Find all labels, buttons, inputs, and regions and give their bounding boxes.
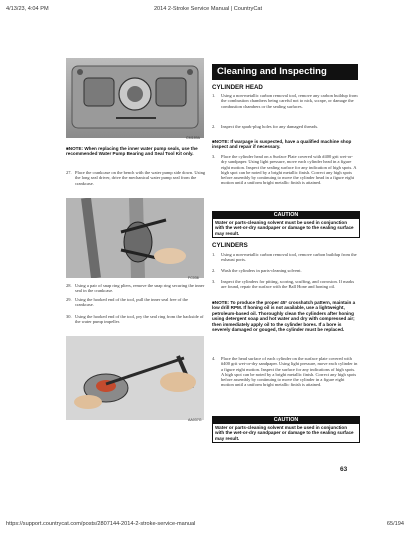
pliers-photo-graphic [66,198,204,278]
figure-label-3: AA037G [188,418,202,422]
seal-tool-photo-graphic [66,336,204,420]
cylinders-step-3-number: 3. [212,279,216,284]
cyl-head-step-2-text: Inspect the spark-plug holes for any damaged threads. [221,124,319,129]
cyl-head-step-1 [212,93,358,109]
cyl-head-step-1-text: Using a non-metallic carbon removal tool, remove any carbon buildup from the combustion chambers being careful not to nick, scrape, or damage the combustion chambers or the sealing surfaces. [221,93,358,109]
cylinders-step-4-text: Place the head surface of each cylinder on the surface plate covered with #400 grit wet-or-dry sandpaper. Using light pressure, move each cylinder in a figure eight motion. Inspect the surface for any indications of high spots. A high spot can be noted by a bright metallic finish. Correct any high spots before assembly by continuing to move the cylinder in a figure eight motion until a uniform bright metallic finish is attained. [221,356,358,388]
caution-2-text: Water or parts-cleaning solvent must be used in conjunction with the wet-or-dry sandpaper or damage to the sealing surface may result. [215,425,354,441]
cylinders-step-1 [212,252,358,263]
heading-cylinders: CYLINDERS [212,242,248,249]
cylinders-step-2-text: Wash the cylinders in parts-cleaning solvent. [221,268,302,273]
step-29 [66,297,206,308]
caution-box-1 [212,211,360,238]
cylinders-step-3 [212,279,358,290]
print-url: https://support.countrycat.com/posts/2807144-2014-2-stroke-service-manual [6,521,196,527]
cylinders-step-4 [212,356,358,388]
manual-page-number: 63 [340,466,348,473]
print-page-count: 65/194 [386,521,404,527]
step-28 [66,283,206,294]
caution-box-2 [212,416,360,443]
crankcase-photo-graphic [66,58,204,138]
figure-label-1: CM189A [186,136,200,140]
step-29-number: 29. [66,297,72,302]
cylinders-step-1-number: 1. [212,252,216,257]
note-warpage: ■NOTE: If warpage is suspected, have a qualified machine shop inspect and repair if necessary. [212,139,352,150]
cyl-head-step-3-number: 3. [212,154,216,159]
cylinders-step-2 [212,268,358,273]
print-timestamp: 4/13/23, 4:04 PM [6,6,49,12]
cyl-head-step-3 [212,154,358,186]
print-page-title: 2014 2-Stroke Service Manual | CountryCat [153,6,263,12]
step-28-number: 28. [66,283,72,288]
step-30-number: 30. [66,314,72,319]
step-28-text: Using a pair of snap ring pliers, remove the snap ring securing the inner seal in the crankcase. [75,283,205,294]
cyl-head-step-1-number: 1. [212,93,216,98]
heading-cylinder-head: CYLINDER HEAD [212,84,263,91]
step-27-text: Place the crankcase on the bench with the water pump side down. Using the long seal driver, drive the mechanical water pump seal from the crankcase. [75,170,206,186]
cyl-head-step-3-text: Place the cylinder head on a Surface Plate covered with #400 grit wet-or-dry sandpaper. Using light pressure, move each cylinder head in a figure eight motion. Inspect the sealing surface for any indication of high spots. A high spot can be noted by a bright metallic finish. Correct any high spots before assembly by continuing to move the cylinder head in a figure eight motion until a uniform bright metallic finish is attained. [221,154,357,186]
figure-label-2: FC036 [188,276,199,280]
caution-2-title: CAUTION [213,417,359,424]
photo-seal-ring-tool [66,336,204,420]
cylinders-step-1-text: Using a non-metallic carbon removal tool, remove carbon buildup from the exhaust ports. [221,252,357,263]
cyl-head-step-2 [212,124,358,129]
step-29-text: Using the hooked end of the tool, pull the inner seal free of the crankcase. [75,297,188,308]
photo-snap-ring-pliers [66,198,204,278]
note-crosshatch: ■NOTE: To produce the proper 45° crosshatch pattern, maintain a low drill RPM. If honing oil is not available, use a lightweight, petroleum-based oil. Thoroughly clean the cylinders after honing using detergent soap and hot water and dry with compressed air; then immediately apply oil to the cylinder bores. If a bore is severely damaged or gouged, the cylinder must be replaced. [212,300,356,333]
step-30-text: Using the hooked end of the tool, pry the seal ring from the backside of the water pump impeller. [75,314,204,325]
step-27-number: 27. [66,170,72,175]
note-water-pump-tool: ■NOTE: When replacing the inner water pump seals, use the recommended Water Pump Bearing and Seal Tool Kit only. [66,146,198,157]
cylinders-step-2-number: 2. [212,268,216,273]
caution-1-title: CAUTION [213,212,359,219]
cylinders-step-4-number: 4. [212,356,216,361]
cylinders-step-3-text: Inspect the cylinders for pitting, scoring, scuffing, and corrosion. If marks are found, repair the surface with the Ball Hone and honing oil. [221,279,355,290]
step-27 [66,170,206,186]
section-banner: Cleaning and Inspecting [212,64,358,80]
caution-1-text: Water or parts-cleaning solvent must be used in conjunction with the wet-or-dry sandpaper or damage to the sealing surface may result. [215,220,354,236]
cyl-head-step-2-number: 2. [212,124,216,129]
step-30 [66,314,206,325]
photo-crankcase-seal [66,58,204,138]
